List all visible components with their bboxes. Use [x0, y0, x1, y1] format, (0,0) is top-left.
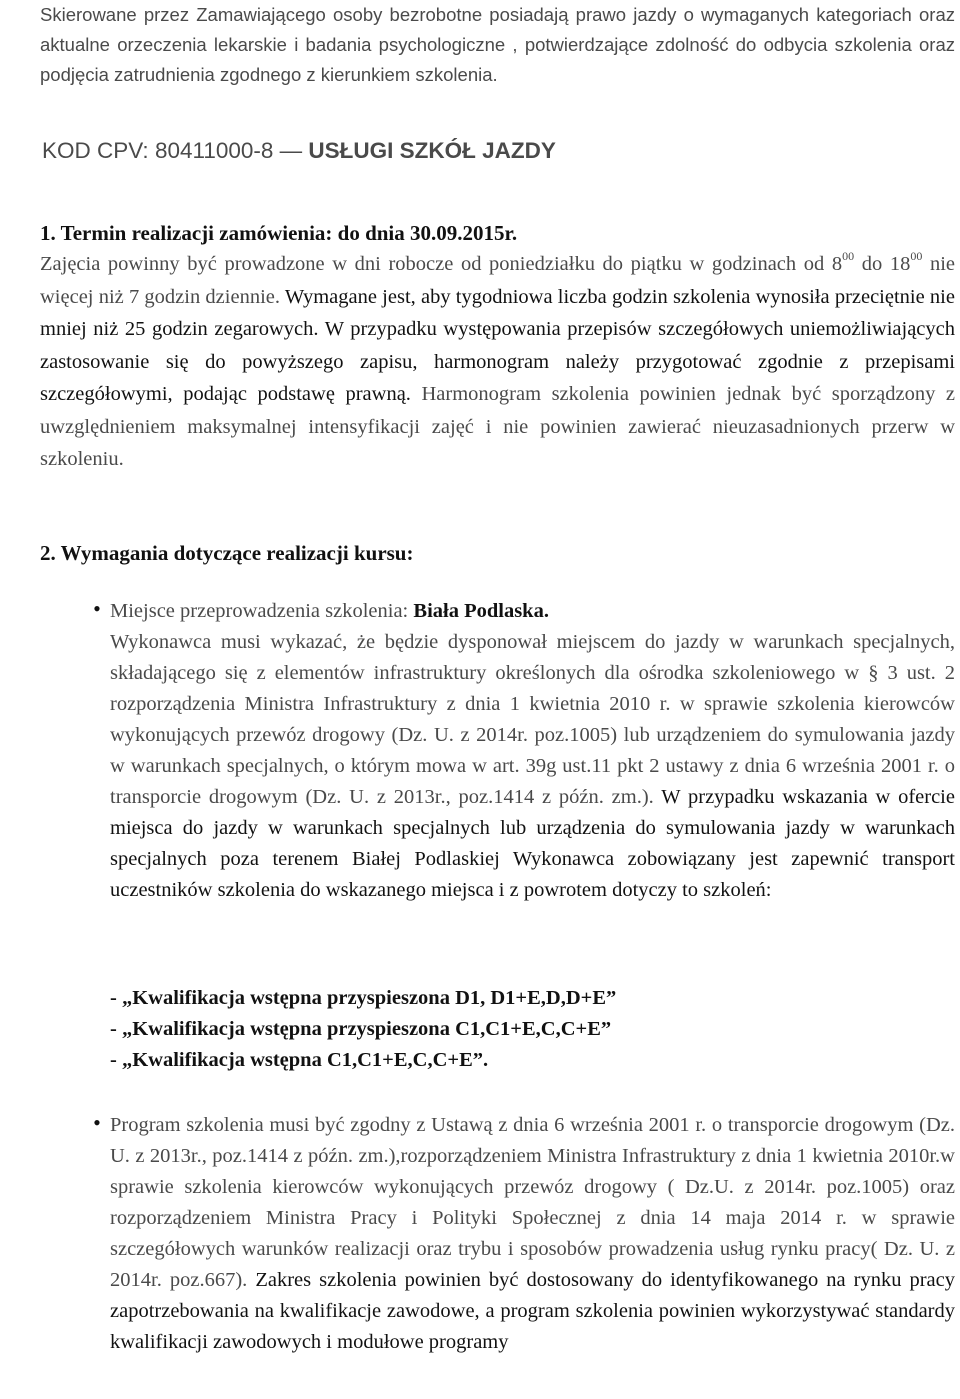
section-1-heading: 1. Termin realizacji zamówienia: do dnia 30.09.2015r. — [40, 221, 518, 245]
location-label: Miejsce przeprowadzenia szkolenia: — [110, 600, 414, 622]
cpv-prefix: KOD CPV: 80411000-8 — — [42, 138, 309, 163]
location-value: Biała Podlaska. — [413, 600, 549, 622]
bullet-2-marker: • — [93, 1110, 101, 1135]
bullet-1-text-a: Wykonawca musi wykazać, że będzie dysponował miejscem do jazdy w warunkach specjalnych, składającego się z elementów infrastruktury określonych dla ośrodka szkoleniowego w § 3 ust. 2 rozporządzenia Ministra Infrastruktury z dnia 1 kwietnia 2010 r. w sprawie szkolenia kierowców wykonujących przewóz drogowy (Dz. U. z 2014r. poz.1005) lub urządzeniem do symulowania jazdy w warunkach specjalnych, o którym mowa w art. 39g ust.11 pkt 2 ustawy z dnia 6 września 2001 r. o transporcie drogowym (Dz. U. z 2013r., poz.1414 z późn. zm.). — [110, 631, 955, 808]
qualification-item: - „Kwalifikacja wstępna C1,C1+E,C,C+E”. — [110, 1049, 489, 1071]
qualification-item: - „Kwalifikacja wstępna przyspieszona C1,C1+E,C,C+E” — [110, 1018, 612, 1040]
bullet-2-text-b: Zakres szkolenia powinien być dostosowany do identyfikowanego na rynku pracy zapotrzebowania na kwalifikacje zawodowe, a program szkolenia powinien wykorzystywać standardy kwalifikacji zawodowych i modułowe programy — [110, 1269, 956, 1353]
exceptions-text: W przypadku występowania przepisów szczegółowych uniemożliwiających zastosowanie się do powyższego zapisu, harmonogram należy przygotować zgodnie z przepisami szczegółowymi, podając podstawę prawną. — [40, 318, 955, 405]
qualification-item: - „Kwalifikacja wstępna przyspieszona D1, D1+E,D,D+E” — [110, 987, 617, 1009]
harmonogram-text: Harmonogram szkolenia powinien jednak być sporządzony z uwzględnieniem maksymalnej intensyfikacji zajęć i nie powinien zawierać nieuzasadnionych przerw w szkoleniu. — [40, 383, 955, 470]
cpv-code — [42, 136, 556, 166]
section-2-heading: 2. Wymagania dotyczące realizacji kursu: — [40, 541, 414, 565]
bullet-1-marker: • — [93, 596, 101, 621]
intro-paragraph: Skierowane przez Zamawiającego osoby bezrobotne posiadają prawo jazdy o wymaganych kategoriach oraz aktualne orzeczenia lekarskie i badania psychologiczne , potwierdzające zdolność do odbycia szkolenia oraz podjęcia zatrudnienia zgodnego z kierunkiem szkolenia. — [40, 4, 955, 85]
bullet-1-body — [110, 627, 955, 906]
section-1-paragraph — [40, 248, 955, 476]
bullet-1-text-b: W przypadku wskazania w ofercie miejsca do jazdy w warunkach specjalnych lub urządzenia do symulowania jazdy w warunkach specjalnych poza terenem Białej Podlaskiej Wykonawca zobowiązany jest zapewnić transport uczestników szkolenia do wskazanego miejsca i z powrotem dotyczy to szkoleń: — [110, 786, 955, 901]
bullet-2-text-a: Program szkolenia musi być zgodny z Ustawą z dnia 6 września 2001 r. o transporcie drogowym (Dz. U. z 2013r., poz.1414 z późn. zm.),rozporządzeniem Ministra Infrastruktury z dnia 1 kwietnia 2010r.w sprawie szkolenia kierowców wykonujących przewóz drogowy ( Dz.U. z 2014r. poz.1005) oraz rozporządzeniem Ministra Pracy i Polityki Społecznej z dnia 14 maja 2014 r. w sprawie szczegółowych warunków realizacji oraz trybu i sposobów prowadzenia usług rynku pracy( Dz. U. z 2014r. poz.667). — [110, 1114, 955, 1291]
qualification-list — [110, 983, 955, 1076]
cpv-name: USŁUGI SZKÓŁ JAZDY — [308, 138, 556, 163]
weekly-hours-text: Wymagane jest, aby tygodniowa liczba godzin szkolenia wynosiła przeciętnie nie mniej niż 25 godzin zegarowych. — [40, 285, 955, 340]
bullet-1-title — [110, 596, 955, 627]
schedule-text: Zajęcia powinny być prowadzone w dni robocze od poniedziałku do piątku w godzinach od $8^{00}$ do $18^{00}$ nie więcej niż 7 godzin dziennie. — [40, 249, 955, 308]
bullet-2-body — [110, 1110, 955, 1358]
